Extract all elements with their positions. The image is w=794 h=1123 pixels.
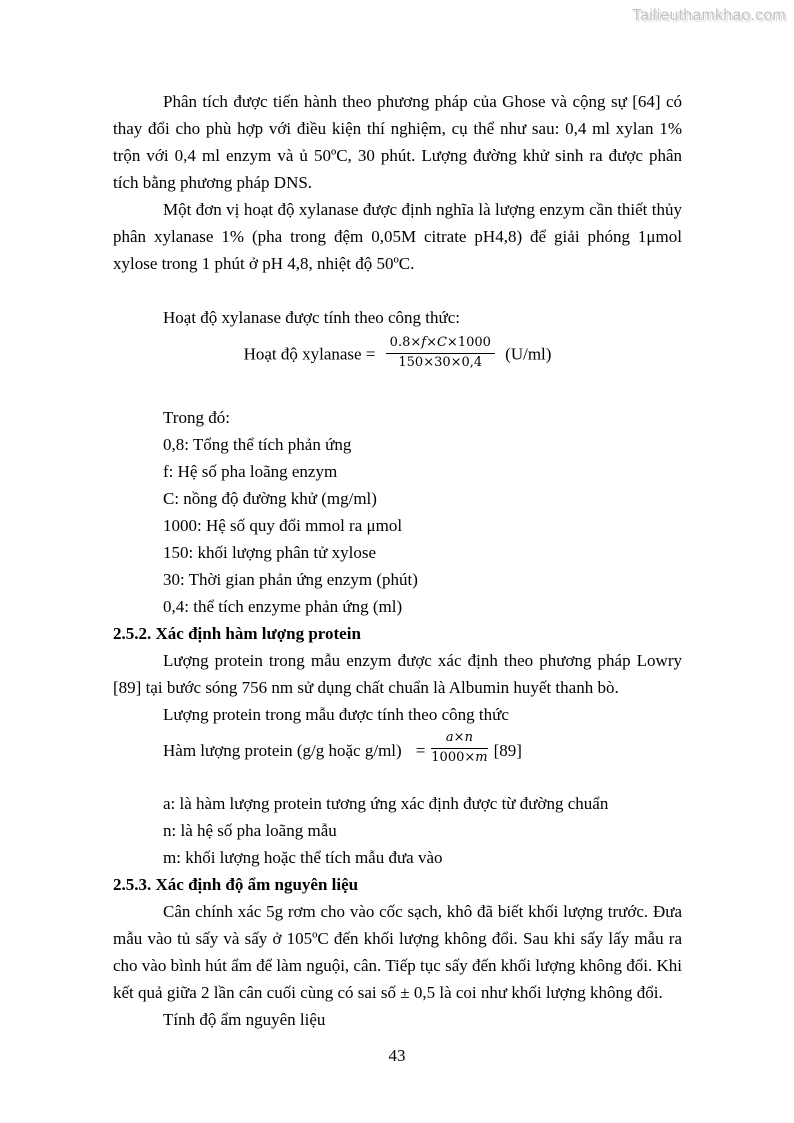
- definition-item: a: là hàm lượng protein tương ứng xác định được từ đường chuẩn: [163, 793, 609, 813]
- definition-item: 150: khối lượng phân tử xylose: [163, 542, 376, 562]
- formula1-denominator: 150×30×0,4: [398, 354, 483, 370]
- formula2-fraction: [431, 730, 487, 767]
- equals-sign: =: [415, 741, 426, 761]
- definition-item: n: là hệ số pha loãng mẫu: [163, 820, 337, 840]
- formula2-legend: [113, 790, 682, 871]
- formula1-legend: [113, 404, 682, 620]
- paragraph-unit-definition: Một đơn vị hoạt độ xylanase được định nghĩa là lượng enzym cần thiết thủy phân xylanase 1% (pha trong đệm 0,05M citrate pH4,8) để giải phóng 1μmol xylose trong 1 phút ở pH 4,8, nhiệt độ 50ºC.: [113, 200, 682, 273]
- section-heading-252: 2.5.2. Xác định hàm lượng protein: [113, 623, 361, 643]
- page-content: [113, 88, 682, 1033]
- definition-item: 30: Thời gian phản ứng enzym (phút): [163, 569, 418, 589]
- formula1-label: Hoạt độ xylanase =: [243, 344, 376, 364]
- formula2-numerator: a×n: [431, 730, 487, 749]
- formula1-fraction: [386, 335, 495, 372]
- protein-content-formula: [163, 728, 682, 774]
- definition-item: 1000: Hệ số quy đổi mmol ra μmol: [163, 515, 403, 535]
- definition-item: 0,4: thể tích enzyme phản ứng (ml): [163, 596, 403, 616]
- paragraph-lowry-method: Lượng protein trong mẫu enzym được xác định theo phương pháp Lowry [89] tại bước sóng 756 nm sử dụng chất chuẩn là Albumin huyết thanh bò.: [113, 650, 682, 697]
- definition-item: C: nồng độ đường khử (mg/ml): [163, 488, 377, 508]
- formula1-intro: Hoạt độ xylanase được tính theo công thức:: [163, 308, 460, 327]
- formula2-intro: Lượng protein trong mẫu được tính theo công thức: [163, 704, 509, 724]
- definition-item: f: Hệ số pha loãng enzym: [163, 461, 338, 481]
- where-label: Trong đó:: [163, 407, 230, 427]
- formula1-numerator: 0.8×f×C×1000: [386, 335, 495, 354]
- paragraph-moisture-method: Cân chính xác 5g rơm cho vào cốc sạch, khô đã biết khối lượng trước. Đưa mẫu vào tủ sấy và sấy ở 105ºC đến khối lượng không đổi. Sau khi sấy lấy mẫu ra cho vào bình hút ẩm để làm nguội, cân. Tiếp tục sấy đến khối lượng không đổi. Khi kết quả giữa 2 lần cân cuối cùng có sai số ± 0,5 là coi như khối lượng không đổi.: [113, 901, 682, 1002]
- formula1-unit: (U/ml): [505, 344, 552, 364]
- definition-item: 0,8: Tổng thể tích phản ứng: [163, 434, 352, 454]
- xylanase-activity-formula: [113, 337, 682, 374]
- paragraph-moisture-last: Tính độ ẩm nguyên liệu: [163, 1009, 326, 1029]
- page-number: 43: [388, 1046, 406, 1065]
- formula2-denominator: 1000×m: [431, 750, 488, 766]
- formula2-label: Hàm lượng protein (g/g hoặc g/ml): [163, 741, 402, 761]
- definition-item: m: khối lượng hoặc thể tích mẫu đưa vào: [163, 847, 443, 867]
- site-watermark: Tailieuthamkhao.com: [631, 7, 786, 24]
- citation-ref: [89]: [493, 741, 522, 761]
- section-heading-253: 2.5.3. Xác định độ ẩm nguyên liệu: [113, 874, 359, 894]
- paragraph-ghose-method: Phân tích được tiến hành theo phương pháp của Ghose và cộng sự [64] có thay đổi cho phù hợp với điều kiện thí nghiệm, cụ thể như sau: 0,4 ml xylan 1% trộn với 0,4 ml enzym và ủ 50ºC, 30 phút. Lượng đường khử sinh ra được phân tích bằng phương pháp DNS.: [113, 92, 682, 192]
